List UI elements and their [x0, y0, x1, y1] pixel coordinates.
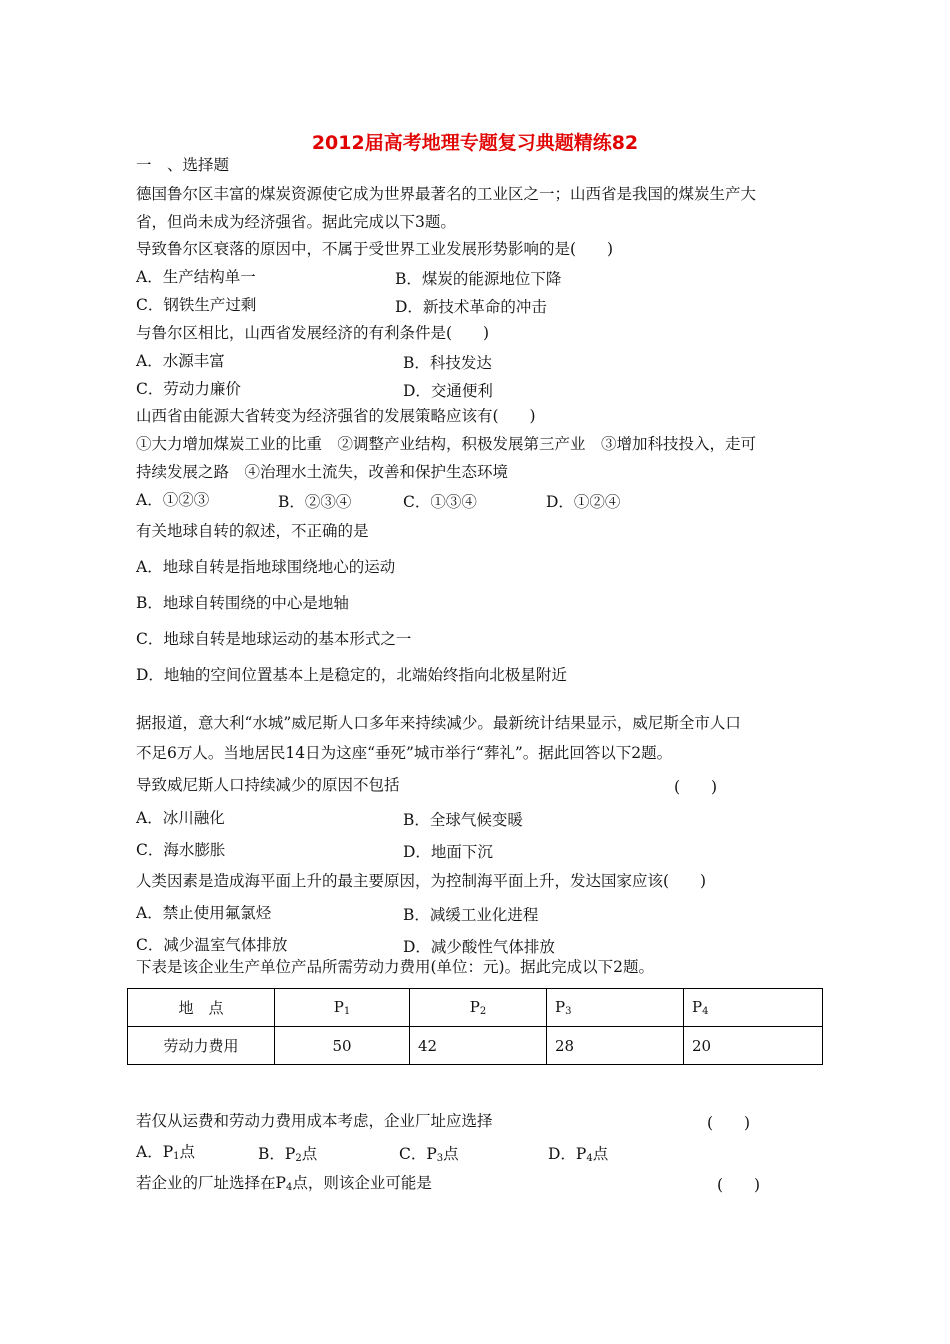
- q7-answer-paren: ( ): [707, 1114, 751, 1132]
- q3-statements-line-2: 持续发展之路 ④治理水土流失，改善和保护生态环境: [136, 463, 509, 481]
- table-header-p3: $P_3$: [547, 989, 684, 1027]
- q6-option-a: A．禁止使用氟氯烃: [136, 904, 272, 922]
- question-2: 与鲁尔区相比，山西省发展经济的有利条件是( ): [136, 324, 490, 342]
- intro-2-line-2: 不足6万人。当地居民14日为这座“垂死”城市举行“葬礼”。据此回答以下2题。: [136, 744, 673, 762]
- q6-option-c: C．减少温室气体排放: [136, 936, 288, 954]
- question-7: 若仅从运费和劳动力费用成本考虑，企业厂址应选择: [136, 1112, 493, 1130]
- q6-option-d: D．减少酸性气体排放: [403, 938, 555, 956]
- q5-option-b: B．全球气候变暖: [403, 811, 523, 829]
- section-heading: 一 、选择题: [136, 156, 230, 174]
- intro-1-line-2: 省，但尚未成为经济强省。据此完成以下3题。: [136, 213, 456, 231]
- q7-option-b: B．$P_2$点: [258, 1145, 318, 1164]
- q4-option-a: A．地球自转是指地球围绕地心的运动: [136, 558, 396, 576]
- q3-option-c: C．①③④: [403, 493, 477, 511]
- question-1: 导致鲁尔区衰落的原因中，不属于受世界工业发展形势影响的是( ): [136, 240, 614, 258]
- table-header-location: 地 点: [128, 989, 275, 1027]
- q3-statements-line-1: ①大力增加煤炭工业的比重 ②调整产业结构，积极发展第三产业 ③增加科技投入，走可: [136, 435, 757, 453]
- table-header-p1: $P_1$: [275, 989, 410, 1027]
- q5-option-a: A．冰川融化: [136, 809, 225, 827]
- q5-answer-paren: ( ): [674, 778, 718, 796]
- q7-option-d: D．$P_4$点: [548, 1145, 609, 1164]
- table-row: [128, 1027, 823, 1065]
- question-6: 人类因素是造成海平面上升的最主要原因，为控制海平面上升，发达国家应该( ): [136, 872, 707, 890]
- table-header-p2: $P_2$: [410, 989, 547, 1027]
- q8-answer-paren: ( ): [717, 1176, 761, 1194]
- intro-2-line-1: 据报道，意大利“水城”威尼斯人口多年来持续减少。最新统计结果显示，威尼斯全市人口: [136, 714, 741, 732]
- table-header-p4: $P_4$: [684, 989, 823, 1027]
- intro-1-line-1: 德国鲁尔区丰富的煤炭资源使它成为世界最著名的工业区之一；山西省是我国的煤炭生产大: [136, 185, 757, 203]
- q1-option-b: B．煤炭的能源地位下降: [395, 270, 562, 288]
- q5-option-d: D．地面下沉: [403, 843, 493, 861]
- q4-option-b: B．地球自转围绕的中心是地轴: [136, 594, 349, 612]
- table-cell-p2: 42: [410, 1027, 547, 1065]
- q3-option-d: D．①②④: [546, 493, 621, 511]
- q3-option-b: B．②③④: [278, 493, 352, 511]
- table-cell-p1: 50: [275, 1027, 410, 1065]
- q7-option-c: C．$P_3$点: [399, 1145, 459, 1164]
- table-header-row: [128, 989, 823, 1027]
- q2-option-d: D．交通便利: [403, 382, 493, 400]
- question-4: 有关地球自转的叙述，不正确的是: [136, 522, 369, 540]
- table-row-label: 劳动力费用: [128, 1027, 275, 1065]
- q6-option-b: B．减缓工业化进程: [403, 906, 539, 924]
- q1-option-c: C．钢铁生产过剩: [136, 296, 257, 314]
- labor-cost-table: [127, 988, 823, 1065]
- q2-option-b: B．科技发达: [403, 354, 492, 372]
- question-8: 若企业的厂址选择在$P_4$点，则该企业可能是: [136, 1174, 432, 1193]
- question-3: 山西省由能源大省转变为经济强省的发展策略应该有( ): [136, 407, 536, 425]
- table-cell-p4: 20: [684, 1027, 823, 1065]
- q2-option-c: C．劳动力廉价: [136, 380, 241, 398]
- q1-option-a: A．生产结构单一: [136, 268, 256, 286]
- q4-option-d: D．地轴的空间位置基本上是稳定的，北端始终指向北极星附近: [136, 666, 567, 684]
- q2-option-a: A．水源丰富: [136, 352, 225, 370]
- page-title: 2012届高考地理专题复习典题精练82: [311, 132, 639, 154]
- question-5: 导致威尼斯人口持续减少的原因不包括: [136, 776, 400, 794]
- q4-option-c: C．地球自转是地球运动的基本形式之一: [136, 630, 412, 648]
- q1-option-d: D．新技术革命的冲击: [395, 298, 547, 316]
- q5-option-c: C．海水膨胀: [136, 841, 226, 859]
- table-cell-p3: 28: [547, 1027, 684, 1065]
- q3-option-a: A．①②③: [136, 491, 210, 509]
- q7-option-a: A．$P_1$点: [136, 1143, 196, 1162]
- intro-3: 下表是该企业生产单位产品所需劳动力费用(单位：元)。据此完成以下2题。: [136, 958, 654, 976]
